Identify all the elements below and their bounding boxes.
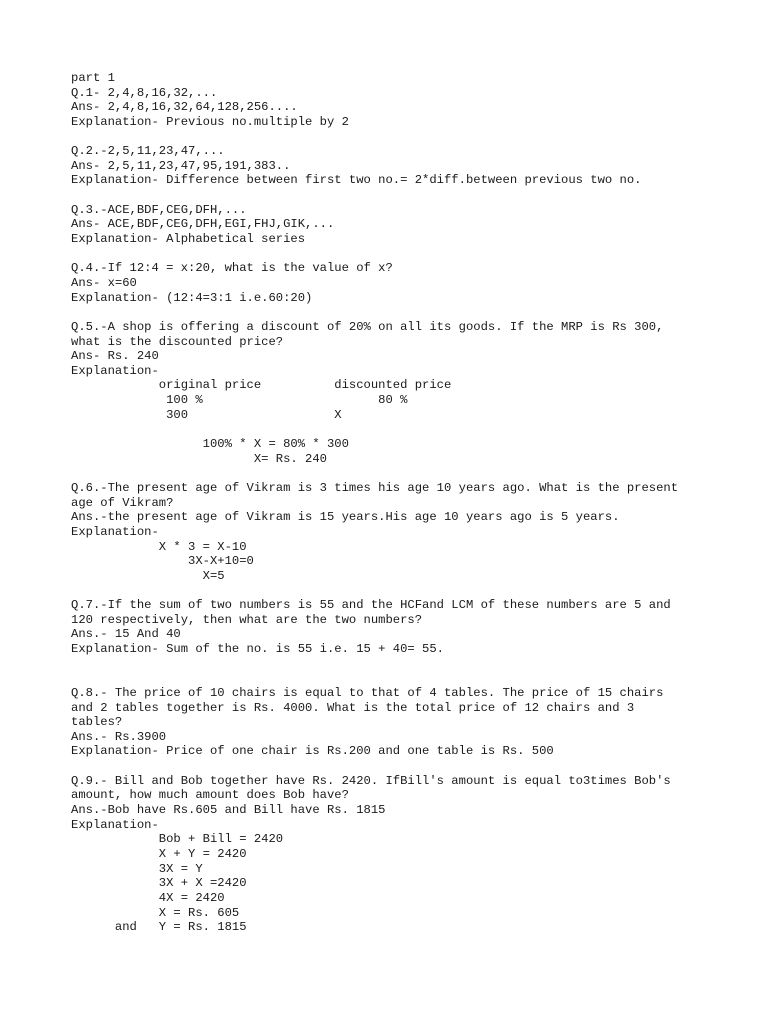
text-line: Ans- Rs. 240 <box>71 349 159 364</box>
blank-line <box>71 583 731 598</box>
text-line: amount, how much amount does Bob have? <box>71 788 349 803</box>
blank-line <box>71 305 731 320</box>
text-line: Q.8.- The price of 10 chairs is equal to that of 4 tables. The price of 15 chairs <box>71 685 664 700</box>
text-line: Q.1- 2,4,8,16,32,... <box>71 85 218 100</box>
text-line: Q.3.-ACE,BDF,CEG,DFH,... <box>71 202 247 217</box>
text-line: Ans.- 15 And 40 <box>71 627 181 642</box>
text-line: Q.5.-A shop is offering a discount of 20% on all its goods. If the MRP is Rs 300, <box>71 319 664 334</box>
text-line: Explanation- (12:4=3:1 i.e.60:20) <box>71 290 313 305</box>
document-page <box>71 71 731 935</box>
text-line: 3X-X+10=0 <box>71 554 254 569</box>
text-line: Bob + Bill = 2420 <box>71 832 284 847</box>
text-line: what is the discounted price? <box>71 334 284 349</box>
text-line: Q.9.- Bill and Bob together have Rs. 2420. IfBill's amount is equal to3times Bob's <box>71 773 671 788</box>
text-line: X= Rs. 240 <box>71 451 327 466</box>
text-line: Ans- 2,4,8,16,32,64,128,256.... <box>71 100 298 115</box>
text-line: Ans.- Rs.3900 <box>71 729 167 744</box>
text-line: 3X + X =2420 <box>71 876 247 891</box>
text-line: X * 3 = X-10 <box>71 539 247 554</box>
text-line: Ans.-the present age of Vikram is 15 years.His age 10 years ago is 5 years. <box>71 510 620 525</box>
text-line: Explanation- <box>71 524 159 539</box>
text-line: Explanation- Alphabetical series <box>71 232 306 247</box>
text-line: Explanation- Previous no.multiple by 2 <box>71 114 349 129</box>
text-line: and 2 tables together is Rs. 4000. What is the total price of 12 chairs and 3 <box>71 700 635 715</box>
blank-line <box>71 422 731 437</box>
text-line: Q.6.-The present age of Vikram is 3 times his age 10 years ago. What is the present <box>71 480 679 495</box>
text-line: tables? <box>71 715 123 730</box>
text-line: 100% * X = 80% * 300 <box>71 437 349 452</box>
blank-line <box>71 657 731 672</box>
text-line: X + Y = 2420 <box>71 846 247 861</box>
blank-line <box>71 130 731 145</box>
blank-line <box>71 247 731 262</box>
blank-line <box>71 671 731 686</box>
text-line: Q.4.-If 12:4 = x:20, what is the value of x? <box>71 261 393 276</box>
text-line: Q.2.-2,5,11,23,47,... <box>71 144 225 159</box>
text-line: 300 X <box>71 407 342 422</box>
text-line: Explanation- Difference between first two no.= 2*diff.between previous two no. <box>71 173 642 188</box>
text-line: Explanation- <box>71 817 159 832</box>
text-line: and Y = Rs. 1815 <box>71 920 247 935</box>
text-line: part 1 <box>71 71 115 85</box>
blank-line <box>71 759 731 774</box>
text-line: Ans- 2,5,11,23,47,95,191,383.. <box>71 158 291 173</box>
text-line: Explanation- Sum of the no. is 55 i.e. 15 + 40= 55. <box>71 641 444 656</box>
text-line: X=5 <box>71 568 225 583</box>
text-line: Explanation- <box>71 363 159 378</box>
text-line: 3X = Y <box>71 861 203 876</box>
text-line: 100 % 80 % <box>71 393 408 408</box>
blank-line <box>71 466 731 481</box>
text-line: age of Vikram? <box>71 495 174 510</box>
text-line: 4X = 2420 <box>71 890 225 905</box>
text-line: Ans.-Bob have Rs.605 and Bill have Rs. 1815 <box>71 803 386 818</box>
text-line: Ans- ACE,BDF,CEG,DFH,EGI,FHJ,GIK,... <box>71 217 335 232</box>
text-line: Q.7.-If the sum of two numbers is 55 and the HCFand LCM of these numbers are 5 and <box>71 598 671 613</box>
text-line: Ans- x=60 <box>71 275 137 290</box>
text-line: Explanation- Price of one chair is Rs.200 and one table is Rs. 500 <box>71 744 554 759</box>
blank-line <box>71 188 731 203</box>
text-line: X = Rs. 605 <box>71 905 240 920</box>
text-line: 120 respectively, then what are the two numbers? <box>71 612 423 627</box>
text-line: original price discounted price <box>71 378 452 393</box>
